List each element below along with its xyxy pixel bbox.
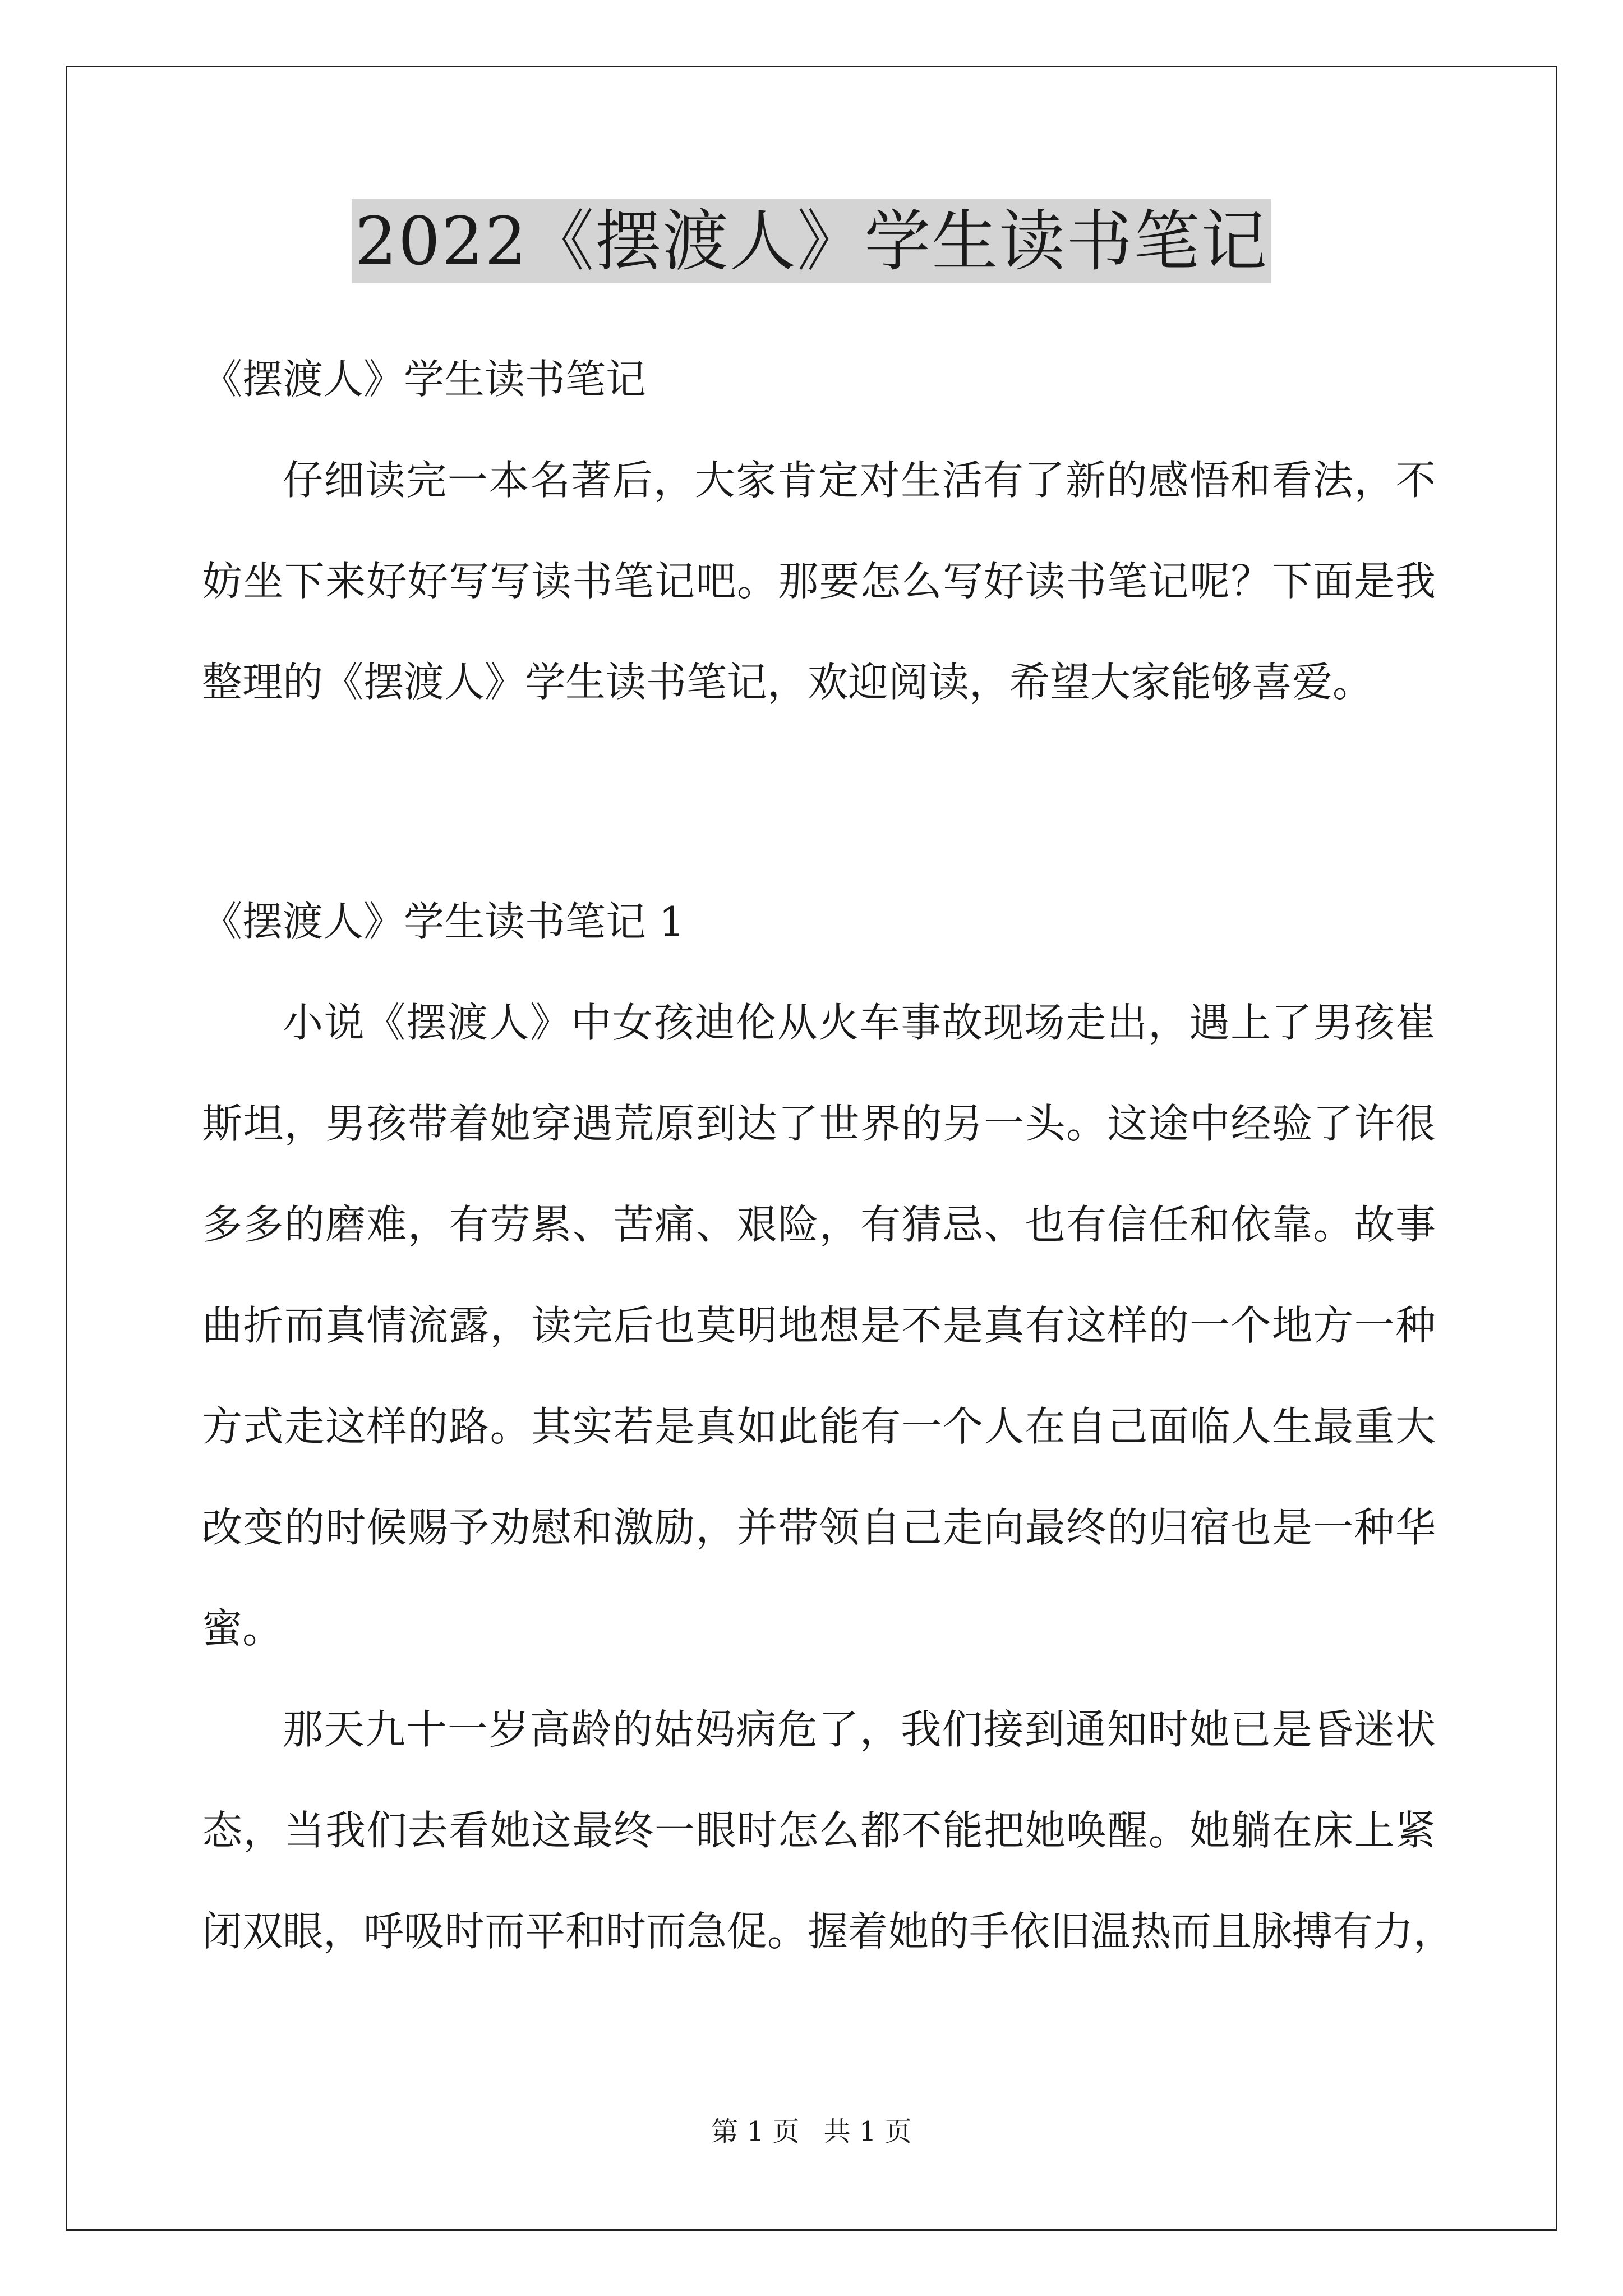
paragraph-line: 态，当我们去看她这最终一眼时怎么都不能把她唤醒。她躺在床上紧 — [202, 1807, 1436, 1854]
document-title: 2022《摆渡人》学生读书笔记 — [352, 199, 1271, 283]
paragraph-line: 蜜。 — [202, 1605, 283, 1652]
title-container — [0, 199, 1623, 283]
page-total: 共 1 页 — [823, 2116, 912, 2147]
paragraph-line: 曲折而真情流露，读完后也莫明地想是不是真有这样的一个地方一种 — [202, 1302, 1436, 1349]
paragraph-line: 改变的时候赐予劝慰和激励，并带领自己走向最终的归宿也是一种华 — [202, 1504, 1436, 1551]
section-heading: 《摆渡人》学生读书笔记 1 — [202, 898, 685, 945]
paragraph-line: 那天九十一岁高龄的姑妈病危了，我们接到通知时她已是昏迷状 — [283, 1706, 1436, 1753]
paragraph-line: 小说《摆渡人》中女孩迪伦从火车事故现场走出，遇上了男孩崔 — [283, 999, 1436, 1046]
paragraph-line: 闭双眼，呼吸时而平和时而急促。握着她的手依旧温热而且脉搏有力， — [202, 1908, 1454, 1955]
page-footer — [0, 2115, 1623, 2148]
paragraph-line: 多多的磨难，有劳累、苦痛、艰险，有猜忌、也有信任和依靠。故事 — [202, 1201, 1436, 1248]
paragraph-line: 方式走这样的路。其实若是真如此能有一个人在自己面临人生最重大 — [202, 1403, 1436, 1450]
subtitle: 《摆渡人》学生读书笔记 — [202, 356, 647, 403]
intro-line: 整理的《摆渡人》学生读书笔记，欢迎阅读，希望大家能够喜爱。 — [202, 659, 1373, 706]
paragraph-line: 斯坦，男孩带着她穿遇荒原到达了世界的另一头。这途中经验了许很 — [202, 1100, 1436, 1147]
intro-line: 仔细读完一本名著后，大家肯定对生活有了新的感悟和看法，不 — [283, 457, 1436, 504]
intro-line: 妨坐下来好好写写读书笔记吧。那要怎么写好读书笔记呢？下面是我 — [202, 558, 1436, 605]
page-number: 第 1 页 — [711, 2116, 800, 2147]
